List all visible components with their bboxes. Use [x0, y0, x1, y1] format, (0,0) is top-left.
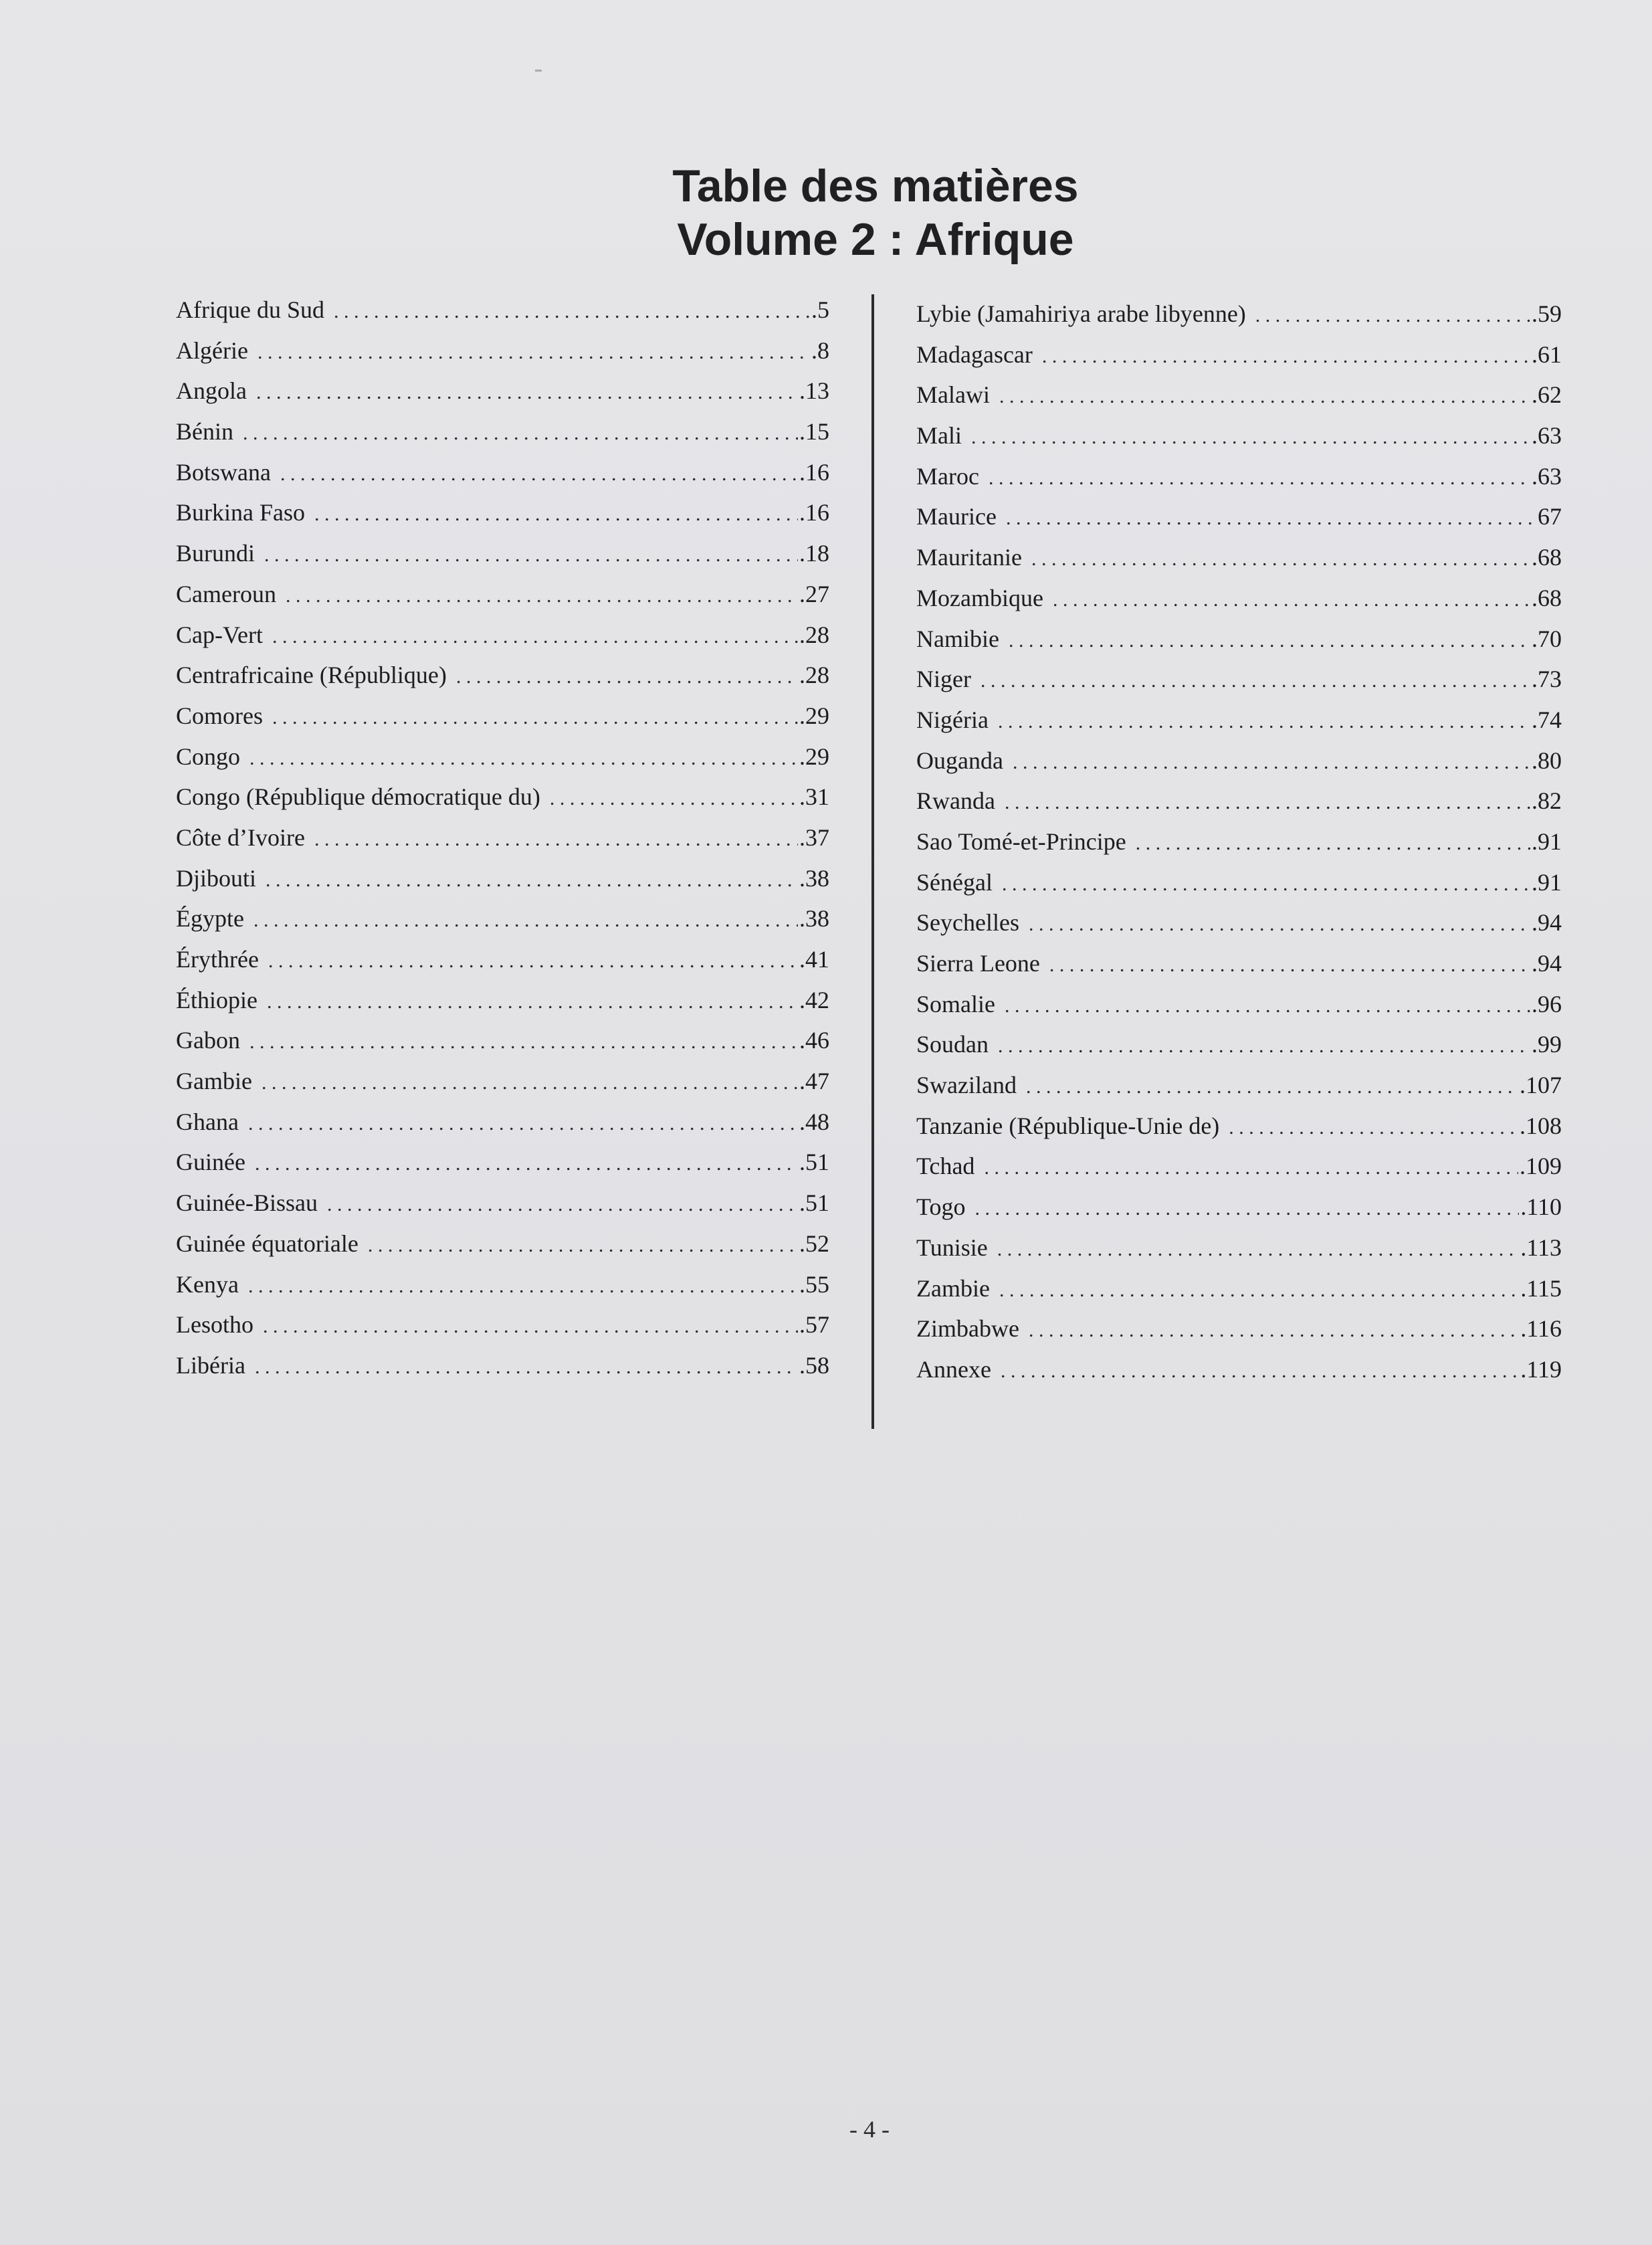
toc-entry-page: .58 — [799, 1351, 829, 1379]
dot-leader — [1002, 868, 1530, 901]
toc-entry-page: .82 — [1532, 787, 1562, 815]
toc-entry-name: Angola — [176, 377, 247, 405]
toc-entry-name: Éthiopie — [176, 986, 257, 1013]
toc-entry-page: .42 — [799, 986, 829, 1013]
dot-leader — [262, 1066, 798, 1100]
dot-leader — [257, 336, 810, 369]
dot-leader — [286, 579, 798, 613]
toc-entry-name: Zimbabwe — [916, 1315, 1019, 1343]
toc-entry-name: Togo — [916, 1193, 966, 1221]
dot-leader — [1006, 502, 1536, 535]
dot-leader — [1005, 786, 1530, 819]
toc-entry-page: .51 — [799, 1149, 829, 1176]
dot-leader — [249, 742, 798, 775]
page-number: - 4 - — [849, 2116, 890, 2143]
toc-entry-name: Ghana — [176, 1108, 239, 1135]
toc-entry-name: Afrique du Sud — [176, 296, 324, 323]
toc-entry-page: .29 — [799, 743, 829, 770]
toc-entry-page: .55 — [799, 1270, 829, 1298]
toc-entry-page: .91 — [1532, 868, 1562, 896]
toc-entry-name: Sierra Leone — [916, 950, 1040, 977]
column-divider — [871, 294, 874, 1429]
toc-entry-page: .16 — [799, 458, 829, 486]
toc-entry — [916, 1272, 1562, 1312]
toc-entry-name: Congo (République démocratique du) — [176, 783, 540, 811]
toc-entry-page: .94 — [1532, 950, 1562, 977]
dot-leader — [1136, 827, 1530, 860]
toc-entry-name: Congo — [176, 743, 241, 770]
toc-entry-name: Nigéria — [916, 706, 989, 733]
toc-entry-name: Comores — [176, 702, 263, 729]
dot-leader — [1026, 1070, 1518, 1104]
toc-entry-name: Gabon — [176, 1027, 240, 1054]
toc-entry-page: .59 — [1532, 300, 1562, 327]
toc-entry — [916, 419, 1562, 460]
dot-leader — [1042, 340, 1530, 373]
toc-entry-name: Gambie — [176, 1068, 252, 1095]
toc-entry-page: .48 — [799, 1108, 829, 1135]
toc-entry — [176, 740, 829, 781]
toc-entry-page: .80 — [1532, 747, 1562, 774]
dot-leader — [272, 620, 798, 654]
dot-leader — [327, 1188, 798, 1222]
toc-entry-name: Zambie — [916, 1274, 990, 1302]
toc-entry-page: .16 — [799, 499, 829, 526]
toc-entry-name: Mauritanie — [916, 544, 1022, 571]
toc-entry-name: Lybie (Jamahiriya arabe libyenne) — [916, 300, 1246, 327]
dot-leader — [280, 458, 798, 491]
toc-entry-name: Annexe — [916, 1355, 991, 1383]
toc-entry-name: Seychelles — [916, 909, 1019, 937]
toc-entry-name: Maurice — [916, 503, 997, 530]
toc-entry-page: .94 — [1532, 909, 1562, 937]
toc-entry-page: .37 — [799, 823, 829, 851]
toc-entry-page: .107 — [1520, 1072, 1562, 1099]
toc-entry-page: .68 — [1532, 584, 1562, 611]
toc-entry — [176, 1349, 829, 1389]
toc-entry-name: Centrafricaine (République) — [176, 662, 447, 689]
toc-entry — [176, 496, 829, 536]
dot-leader — [272, 701, 798, 735]
toc-entry — [176, 943, 829, 983]
toc-entry — [176, 862, 829, 902]
toc-entry — [176, 374, 829, 415]
dot-leader — [1049, 949, 1530, 982]
toc-entry-page: .57 — [799, 1311, 829, 1339]
dot-leader — [456, 660, 798, 694]
dot-leader — [1029, 908, 1530, 941]
dot-leader — [1001, 1355, 1519, 1388]
toc-entry — [916, 622, 1562, 663]
dot-leader — [267, 985, 798, 1019]
toc-entry-page: .110 — [1520, 1193, 1562, 1221]
dot-leader — [971, 421, 1530, 454]
page-title: Table des matières — [672, 161, 1079, 211]
dot-leader — [550, 782, 798, 815]
dot-leader — [266, 864, 798, 897]
toc-entry-page: .13 — [799, 377, 829, 405]
toc-entry — [176, 456, 829, 496]
toc-entry-page: .113 — [1520, 1234, 1562, 1261]
toc-entry-name: Tunisie — [916, 1234, 988, 1261]
toc-column-left — [176, 293, 829, 1389]
toc-entry — [916, 378, 1562, 419]
toc-entry — [916, 1149, 1562, 1190]
dot-leader — [253, 904, 798, 937]
toc-entry — [916, 1231, 1562, 1272]
toc-entry-page: .31 — [799, 783, 829, 811]
toc-entry — [916, 1312, 1562, 1353]
dot-leader — [334, 295, 810, 328]
toc-entry-name: Égypte — [176, 905, 244, 933]
toc-entry-page: .116 — [1520, 1315, 1562, 1343]
toc-entry — [916, 1353, 1562, 1393]
toc-entry — [916, 744, 1562, 785]
dot-leader — [263, 1310, 798, 1343]
toc-entry-name: Mozambique — [916, 584, 1043, 611]
toc-entry — [916, 500, 1562, 541]
toc-entry-page: .96 — [1532, 990, 1562, 1017]
dot-leader — [256, 376, 798, 409]
dot-leader — [314, 823, 798, 856]
toc-entry-name: Malawi — [916, 381, 990, 409]
scan-speck — [535, 70, 542, 72]
dot-leader — [998, 705, 1530, 739]
dot-leader — [1053, 583, 1530, 617]
toc-entry-page: .28 — [799, 662, 829, 689]
toc-entry — [176, 334, 829, 375]
dot-leader — [989, 462, 1530, 495]
toc-entry-page: .115 — [1520, 1274, 1562, 1302]
dot-leader — [249, 1026, 798, 1059]
toc-entry-name: Djibouti — [176, 864, 257, 892]
toc-entry-page: .5 — [811, 296, 829, 323]
toc-entry — [176, 577, 829, 618]
toc-entry-name: Ouganda — [916, 747, 1003, 774]
toc-entry-page: .73 — [1532, 666, 1562, 693]
toc-entry-name: Lesotho — [176, 1311, 253, 1339]
toc-entry-name: Libéria — [176, 1351, 245, 1379]
toc-entry — [176, 821, 829, 862]
toc-entry-page: .99 — [1532, 1031, 1562, 1058]
dot-leader — [998, 1030, 1530, 1063]
toc-entry — [176, 415, 829, 456]
toc-entry-page: .91 — [1532, 827, 1562, 855]
toc-entry — [176, 780, 829, 821]
toc-entry-page: .29 — [799, 702, 829, 729]
toc-entry-name: Burundi — [176, 540, 255, 567]
toc-entry-page: .27 — [799, 580, 829, 607]
toc-entry — [916, 784, 1562, 825]
dot-leader — [1009, 624, 1530, 658]
toc-entry-name: Cameroun — [176, 580, 276, 607]
toc-entry-name: Madagascar — [916, 340, 1033, 368]
toc-entry-page: .28 — [799, 621, 829, 648]
toc-entry — [916, 662, 1562, 703]
toc-entry-page: .41 — [799, 946, 829, 973]
toc-entry — [916, 906, 1562, 947]
toc-entry-name: Guinée-Bissau — [176, 1189, 318, 1217]
toc-entry-page: 67 — [1538, 503, 1562, 530]
toc-entry — [916, 987, 1562, 1028]
dot-leader — [314, 498, 798, 531]
toc-entry-page: .119 — [1520, 1355, 1562, 1383]
dot-leader — [268, 945, 798, 978]
dot-leader — [255, 1351, 798, 1384]
toc-entry-name: Érythrée — [176, 946, 259, 973]
toc-entry-name: Guinée équatoriale — [176, 1230, 358, 1257]
toc-entry-name: Botswana — [176, 458, 271, 486]
toc-entry — [916, 541, 1562, 581]
toc-entry-name: Algérie — [176, 336, 248, 364]
toc-entry-page: .74 — [1532, 706, 1562, 733]
toc-entry-page: .51 — [799, 1189, 829, 1217]
dot-leader — [980, 664, 1530, 698]
toc-entry-page: .18 — [799, 540, 829, 567]
dot-leader — [264, 539, 798, 572]
toc-entry-page: .46 — [799, 1027, 829, 1054]
toc-entry — [916, 1190, 1562, 1231]
toc-entry-name: Côte d’Ivoire — [176, 823, 305, 851]
dot-leader — [1031, 543, 1530, 576]
toc-entry-name: Soudan — [916, 1031, 989, 1058]
toc-entry-page: .61 — [1532, 340, 1562, 368]
toc-entry — [916, 947, 1562, 987]
toc-entry — [916, 297, 1562, 338]
toc-entry — [176, 658, 829, 699]
toc-entry — [916, 581, 1562, 622]
page-subtitle: Volume 2 : Afrique — [677, 214, 1074, 265]
toc-entry-page: .38 — [799, 905, 829, 933]
toc-entry-page: .108 — [1520, 1112, 1562, 1139]
toc-entry — [176, 1023, 829, 1064]
toc-entry-name: Tanzanie (République-Unie de) — [916, 1112, 1220, 1139]
toc-entry — [916, 1109, 1562, 1150]
dot-leader — [999, 1274, 1519, 1307]
toc-entry — [916, 1068, 1562, 1109]
toc-entry — [176, 1145, 829, 1186]
toc-column-right — [916, 297, 1562, 1393]
toc-entry-page: .68 — [1532, 544, 1562, 571]
toc-entry-page: .52 — [799, 1230, 829, 1257]
dot-leader — [1029, 1314, 1519, 1347]
toc-entry — [176, 699, 829, 740]
toc-entry-page: .47 — [799, 1068, 829, 1095]
toc-entry-name: Sao Tomé-et-Principe — [916, 827, 1126, 855]
dot-leader — [1013, 746, 1530, 779]
toc-entry-name: Bénin — [176, 418, 233, 446]
toc-entry — [176, 293, 829, 334]
toc-entry-name: Kenya — [176, 1270, 239, 1298]
toc-entry-name: Guinée — [176, 1149, 245, 1176]
toc-entry-page: .38 — [799, 864, 829, 892]
toc-entry-name: Maroc — [916, 462, 979, 490]
dot-leader — [974, 1192, 1519, 1226]
toc-entry — [176, 902, 829, 943]
toc-entry-name: Swaziland — [916, 1072, 1017, 1099]
toc-entry-page: .8 — [811, 336, 829, 364]
toc-entry — [176, 1064, 829, 1105]
toc-entry-name: Somalie — [916, 990, 995, 1017]
toc-entry-name: Niger — [916, 666, 971, 693]
toc-entry — [916, 703, 1562, 744]
toc-entry-page: .63 — [1532, 422, 1562, 450]
toc-entry — [176, 1227, 829, 1268]
dot-leader — [243, 417, 798, 450]
toc-entry — [176, 983, 829, 1024]
toc-entry — [176, 1268, 829, 1308]
toc-entry — [916, 338, 1562, 379]
dot-leader — [997, 1233, 1520, 1266]
dot-leader — [1255, 299, 1530, 332]
toc-entry-name: Tchad — [916, 1153, 975, 1180]
toc-entry-name: Burkina Faso — [176, 499, 305, 526]
toc-entry-page: .63 — [1532, 462, 1562, 490]
toc-entry — [176, 618, 829, 659]
toc-entry — [176, 1105, 829, 1146]
dot-leader — [1229, 1111, 1518, 1145]
toc-entry — [916, 460, 1562, 500]
toc-entry-name: Mali — [916, 422, 962, 450]
toc-entry — [916, 825, 1562, 866]
dot-leader — [248, 1107, 798, 1141]
dot-leader — [999, 380, 1530, 413]
toc-entry-page: .70 — [1532, 625, 1562, 652]
dot-leader — [248, 1270, 798, 1303]
dot-leader — [984, 1151, 1518, 1185]
toc-entry — [176, 1186, 829, 1227]
toc-entry-page: .62 — [1532, 381, 1562, 409]
toc-entry-page: .109 — [1520, 1153, 1562, 1180]
dot-leader — [1005, 989, 1530, 1023]
toc-entry-page: .15 — [799, 418, 829, 446]
toc-entry — [916, 1028, 1562, 1068]
toc-entry — [176, 536, 829, 577]
toc-entry — [916, 866, 1562, 906]
dot-leader — [368, 1229, 798, 1262]
toc-entry-name: Cap-Vert — [176, 621, 263, 648]
toc-entry-name: Rwanda — [916, 787, 995, 815]
toc-entry-name: Namibie — [916, 625, 999, 652]
toc-entry-name: Sénégal — [916, 868, 993, 896]
toc-entry — [176, 1308, 829, 1349]
dot-leader — [255, 1147, 798, 1181]
